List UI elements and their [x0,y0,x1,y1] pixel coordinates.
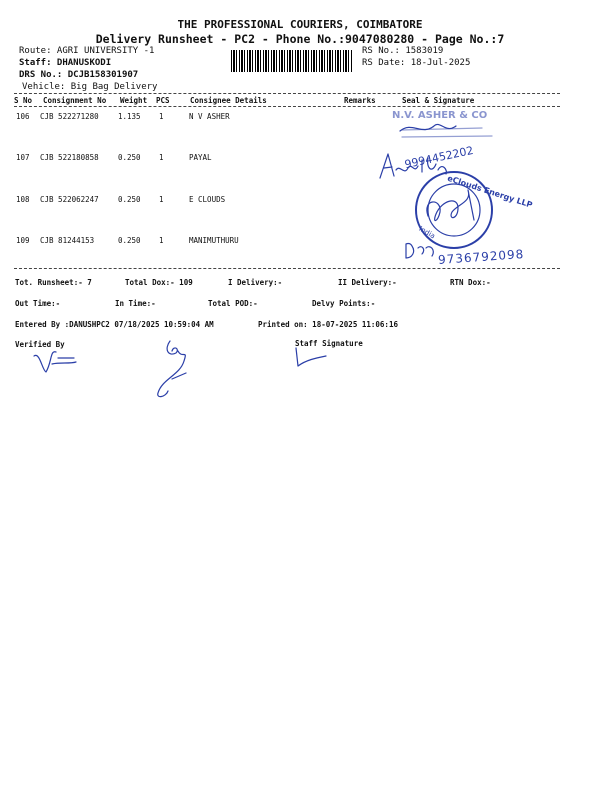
runsheet-subtitle: Delivery Runsheet - PC2 - Phone No.:9047080280 - Page No.:7 [95,32,505,46]
col-sno: S No [14,96,33,105]
table-top-rule [14,93,560,94]
col-remarks: Remarks [344,96,376,105]
handwritten-scribble [402,238,442,262]
row-consignment: CJB 522180858 [40,153,99,162]
staff-label: Staff: DHANUSKODI [19,58,112,68]
table-bottom-rule [14,268,560,269]
col-weight: Weight [120,96,148,105]
row-consignee: E CLOUDS [189,195,226,204]
verified-by-label: Verified By [15,340,65,349]
rtn-dox: RTN Dox:- [450,278,491,287]
verified-by-signature [30,342,80,378]
rs-number: RS No.: 1583019 [362,46,444,56]
row-consignee: PAYAL [189,153,212,162]
printed-on: Printed on: 18-07-2025 11:06:16 [258,320,398,329]
row-sno: 107 [16,153,30,162]
row-consignment: CJB 81244153 [40,236,95,245]
row-consignee: MANIMUTHURU [189,236,239,245]
row-pcs: 1 [159,112,164,121]
col-consignment: Consignment No [43,96,107,105]
row-consignment: CJB 522271280 [40,112,99,121]
col-consignee: Consignee Details [190,96,267,105]
row-pcs: 1 [159,153,164,162]
row-sno: 106 [16,112,30,121]
eclouds-seal-text: eClouds Energy LLP [446,173,534,210]
staff-signature-label: Staff Signature [295,339,363,348]
row-sno: 109 [16,236,30,245]
verifier-signature-large [150,335,200,401]
eclouds-seal-sub: India [417,224,437,241]
col-pcs: PCS [156,96,170,105]
row-weight: 0.250 [118,153,141,162]
row-consignee: N V ASHER [189,112,230,121]
vehicle-label: Vehicle: Big Bag Delivery [22,82,158,92]
total-pod: Total POD:- [208,299,258,308]
route-label: Route: AGRI UNIVERSITY -1 [19,46,155,56]
delvy-points: Delvy Points:- [312,299,376,308]
row-pcs: 1 [159,195,164,204]
barcode [231,50,353,72]
handwritten-phone-1: 9994452202 [403,143,475,172]
rs-date: RS Date: 18-Jul-2025 [362,58,471,68]
in-time: In Time:- [115,299,156,308]
row-pcs: 1 [159,236,164,245]
asher-seal-text: N.V. ASHER & CO [392,110,488,121]
row-weight: 0.250 [118,195,141,204]
row-weight: 0.250 [118,236,141,245]
row-weight: 1.135 [118,112,141,121]
entered-by: Entered By :DANUSHPC2 07/18/2025 10:59:04 AM [15,320,214,329]
row-consignment: CJB 522062247 [40,195,99,204]
row-sno: 108 [16,195,30,204]
handwritten-phone-2: 9736792098 [437,247,525,267]
col-seal: Seal & Signature [402,96,475,105]
staff-signature [292,344,332,368]
total-dox: Total Dox:- 109 [125,278,193,287]
company-title: THE PROFESSIONAL COURIERS, COIMBATORE [177,18,423,31]
ii-delivery: II Delivery:- [338,278,397,287]
drs-number: DRS No.: DCJB158301907 [19,70,139,80]
tot-runsheet: Tot. Runsheet:- 7 [15,278,92,287]
out-time: Out Time:- [15,299,61,308]
i-delivery: I Delivery:- [228,278,283,287]
